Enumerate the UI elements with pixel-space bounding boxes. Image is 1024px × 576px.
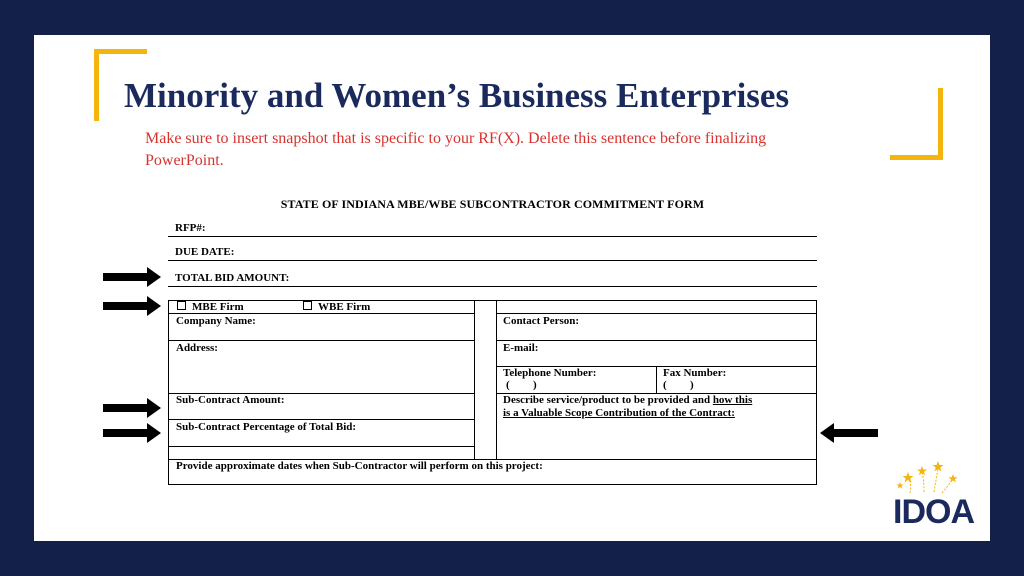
describe-underlined-2: is a Valuable Scope Contribution of the Contract: xyxy=(503,407,735,419)
total-bid-label: TOTAL BID AMOUNT: xyxy=(175,272,290,284)
due-date-field xyxy=(168,237,817,261)
corner-bracket-right-vertical xyxy=(938,88,943,160)
total-bid-field xyxy=(168,263,817,287)
telephone-label: Telephone Number: xyxy=(503,367,597,379)
rfp-field xyxy=(168,213,817,237)
arrow-right-icon xyxy=(103,296,161,316)
email-label: E-mail: xyxy=(503,342,539,354)
telephone-paren-open: ( xyxy=(506,379,510,391)
wbe-checkbox xyxy=(303,301,312,310)
arrow-left-icon xyxy=(820,423,878,443)
form-title: STATE OF INDIANA MBE/WBE SUBCONTRACTOR COMMITMENT FORM xyxy=(280,197,705,211)
mbe-label: MBE Firm xyxy=(192,301,244,313)
describe-text: Describe service/product to be provided and xyxy=(503,394,713,406)
wbe-label: WBE Firm xyxy=(318,301,371,313)
due-date-label: DUE DATE: xyxy=(175,246,235,258)
idoa-logo-text: IDOA xyxy=(893,493,974,531)
arrow-right-icon xyxy=(103,423,161,443)
rfp-label: RFP#: xyxy=(175,222,206,234)
mbe-option xyxy=(177,301,244,314)
describe-underlined-1: how this xyxy=(712,394,753,406)
contact-person-label: Contact Person: xyxy=(503,315,580,327)
corner-bracket-top-left-horizontal xyxy=(94,49,147,54)
fax-paren-open: ( xyxy=(663,379,667,391)
describe-service-label xyxy=(503,394,813,420)
fax-paren-close: ) xyxy=(690,379,694,391)
telephone-paren-close: ) xyxy=(533,379,537,391)
arrow-right-icon xyxy=(103,398,161,418)
fax-label: Fax Number: xyxy=(663,367,727,379)
subcontract-percentage-label: Sub-Contract Percentage of Total Bid: xyxy=(176,421,357,433)
approx-dates-label: Provide approximate dates when Sub-Contractor will perform on this project: xyxy=(176,460,543,472)
mbe-checkbox xyxy=(177,301,186,310)
slide-title: Minority and Women’s Business Enterprises xyxy=(124,76,790,115)
subcontract-amount-label: Sub-Contract Amount: xyxy=(176,394,285,406)
subcontractor-table xyxy=(168,300,817,485)
corner-bracket-right-horizontal xyxy=(890,155,943,160)
company-name-label: Company Name: xyxy=(176,315,256,327)
instruction-note: Make sure to insert snapshot that is specific to your RF(X). Delete this sentence before finalizing PowerPoint. xyxy=(145,130,767,169)
address-label: Address: xyxy=(176,342,218,354)
corner-bracket-top-left-vertical xyxy=(94,49,99,121)
wbe-option xyxy=(303,301,370,314)
arrow-right-icon xyxy=(103,267,161,287)
